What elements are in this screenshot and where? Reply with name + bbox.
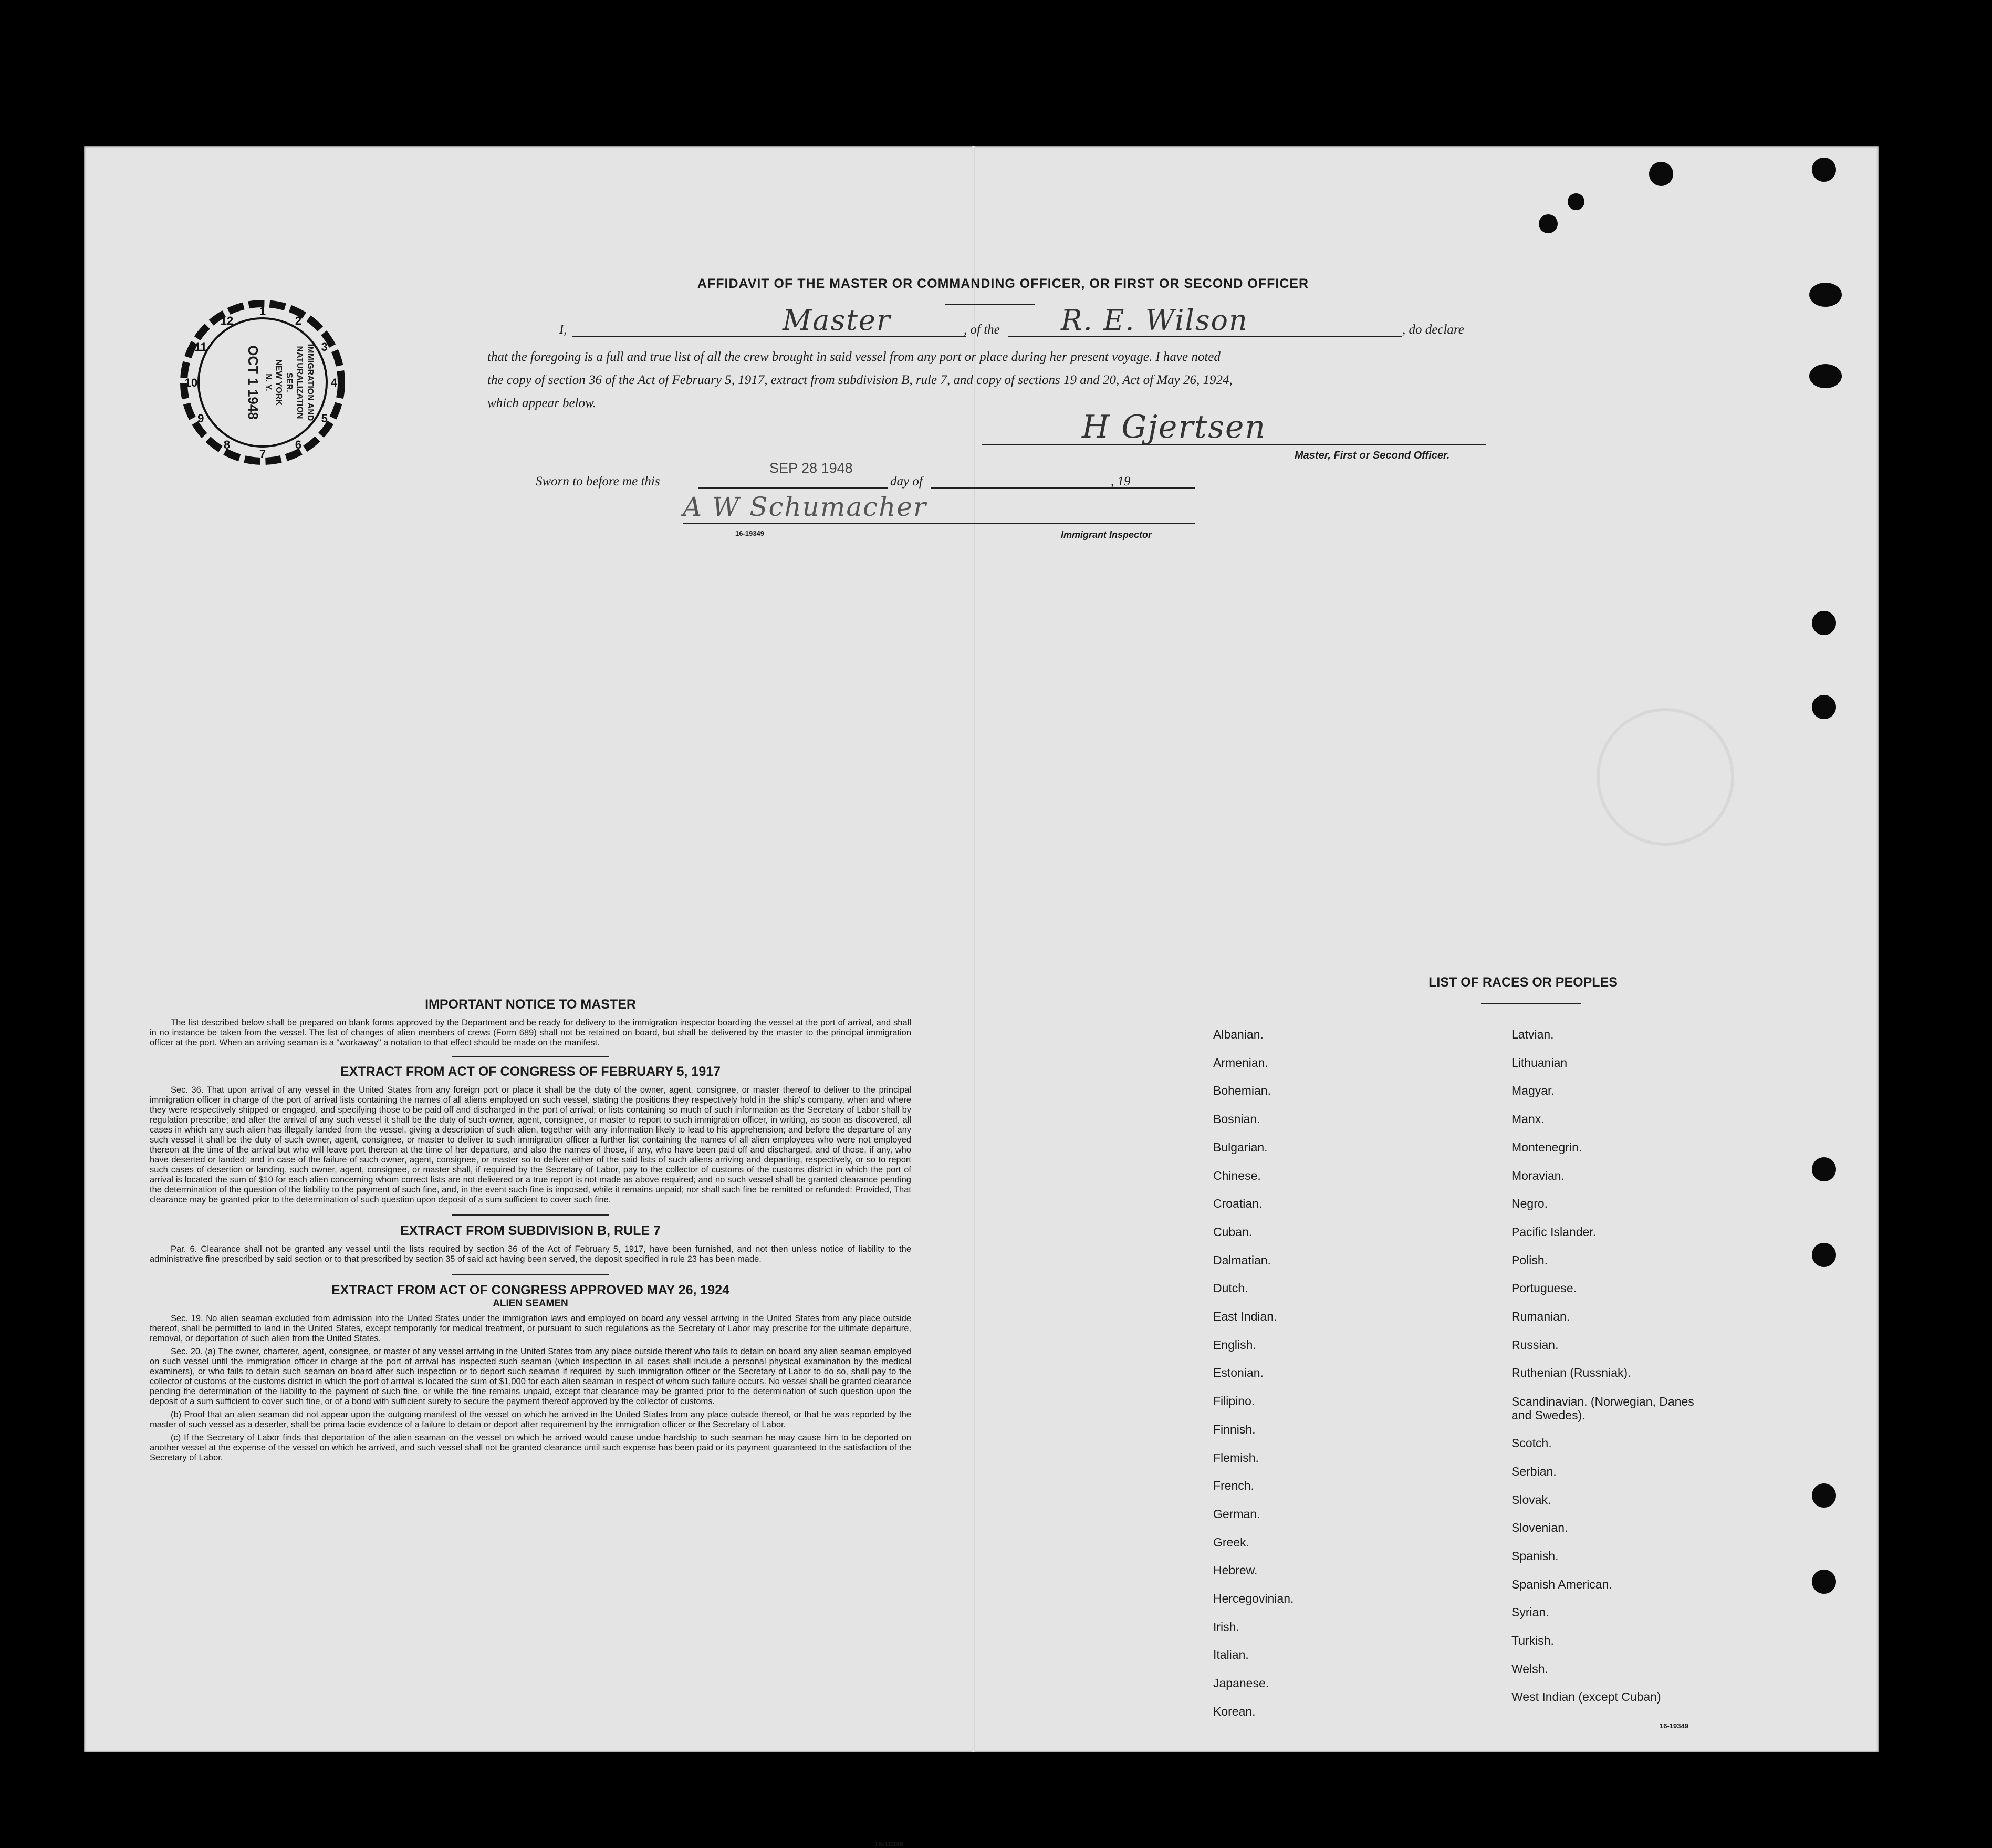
race-item: Polish. <box>1511 1253 1548 1267</box>
notice-title: IMPORTANT NOTICE TO MASTER <box>425 997 636 1012</box>
races-title: LIST OF RACES OR PEOPLES <box>1428 975 1618 990</box>
immigration-stamp <box>168 298 357 466</box>
affidavit-body <box>487 346 1569 415</box>
race-item: Chinese. <box>1213 1168 1261 1182</box>
binding-hole <box>1539 214 1558 233</box>
stamp-ring-number: 9 <box>197 412 204 425</box>
act1917-text: Sec. 36. That upon arrival of any vessel in the United States from any foreign port or place it shall be the duty of the owner, agent, consignee, or master thereof to deliver to the principal immigration officer in charge of the port of arrival lists containing the names of all aliens employed on such vessel, stating the positions they respectively hold in the ship's company, when and where they were respectively shipped or engaged, and specifying those to be paid off and discharged in the port of arrival; or lists containing so much of such information as the Secretary of Labor shall by regulation prescribe; and after the arrival of any such vessel it shall be the duty of such owner, agent, consignee, or master to report to such immigration officer, in writing, as soon as discovered, all cases in which any such alien has illegally landed from the vessel, giving a description of such alien, together with any information likely to lead to his apprehension; and before the departure of any such vessel it shall be the duty of such owner, agent, consignee, or master to deliver to such immigration officer a further list containing the names of all alien employees who were not employed thereon at the time of the arrival but who will leave port thereon at the time of her departure, and also the names of those, if any, who have been paid off and discharged, and of those, if any, who have deserted or landed; and in case of the failure of such owner, agent, consignee, or master so to deliver either of the said lists of such aliens arriving and departing, respectively, or so to report such cases of desertion or landing, such owner, agent, consignee, or master shall, if required by the Secretary of Labor, pay to the collector of customs of the customs district in which the port of arrival is located the sum of $10 for each alien concerning whom correct lists are not delivered or a true report is not made as above required; and no such vessel shall be granted clearance pending the determination of the question of the liability to the payment of such fine, and, in the event such fine is imposed, while it remains unpaid; nor shall such fine be remitted or refunded: Provided, That clearance may be granted prior to the determination of such question upon deposit of a sum sufficient to cover such fine. <box>150 1085 911 1205</box>
embossed-seal <box>1597 708 1734 846</box>
race-item: Hercegovinian. <box>1213 1592 1294 1606</box>
race-item: Manx. <box>1511 1112 1545 1126</box>
vessel-handwriting: R. E. Wilson <box>1061 304 1248 337</box>
signature-caption: Master, First or Second Officer. <box>1295 450 1450 461</box>
races-left-column <box>1213 1021 1294 1726</box>
race-item: Russian. <box>1511 1337 1559 1352</box>
sworn-date-stamp: SEP 28 1948 <box>769 460 853 476</box>
day-of-label: day of <box>890 474 923 489</box>
race-item: Hebrew. <box>1213 1563 1258 1577</box>
notice-text: The list described below shall be prepared on blank forms approved by the Department and be ready for delivery to the immigration inspector boarding the vessel at the port of arrival, and shall in no instance be taken from the vessel. The list of changes of alien members of crews (Form 689) shall not be retained on board, but shall be delivered by the master to the principal immigration officer at the port. When an arriving seaman is a "workaway" a notation to that effect should be made on the manifest. <box>150 1018 911 1047</box>
document-page <box>84 146 1879 1848</box>
race-item: Scandinavian. (Norwegian, Danes and Swedes). <box>1511 1395 1694 1423</box>
act1917-title: EXTRACT FROM ACT OF CONGRESS OF FEBRUARY 5, 1917 <box>340 1064 721 1079</box>
rule7-rule <box>452 1214 609 1216</box>
rank-handwriting: Master <box>783 304 891 337</box>
stamp-ring-number: 4 <box>330 376 338 389</box>
affidavit-body-line3: which appear below. <box>487 396 597 410</box>
race-item: Bosnian. <box>1213 1112 1260 1126</box>
race-item: Bohemian. <box>1213 1084 1271 1098</box>
race-item: Slovenian. <box>1511 1521 1568 1535</box>
race-item: Slovak. <box>1511 1492 1551 1507</box>
rule7-text: Par. 6. Clearance shall not be granted any vessel until the lists required by section 36 of the Act of February 5, 1917, have been furnished, and not then unless notice of liability to the administrative fine prescribed by said section or to that prescribed by section 35 of said act having been served, the deposit specified in rule 23 has been made. <box>150 1244 911 1264</box>
race-item: Welsh. <box>1511 1662 1548 1676</box>
race-item: Scotch. <box>1511 1436 1552 1450</box>
race-item: Spanish. <box>1511 1549 1559 1563</box>
do-declare-label: , do declare <box>1402 323 1464 337</box>
sec20b-text: (b) Proof that an alien seaman did not appear upon the outgoing manifest of the vessel on which he arrived in the United States from any place outside thereof, or that he was reported by the master of such vessel as a deserter, shall be prima facie evidence of a failure to detain or deport after requirement by the immigration officer or the Secretary of Labor. <box>150 1410 911 1429</box>
race-item: Filipino. <box>1213 1394 1255 1408</box>
race-item: French. <box>1213 1479 1254 1493</box>
stamp-line3: SER. <box>285 372 294 392</box>
affidavit-heading: AFFIDAVIT OF THE MASTER OR COMMANDING OFFICER, OR FIRST OR SECOND OFFICER <box>697 276 1309 291</box>
stamp-ring-number: 11 <box>194 340 207 354</box>
stamp-ring-number: 10 <box>184 376 198 389</box>
master-signature: H Gjertsen <box>1082 409 1267 445</box>
race-item: Flemish. <box>1213 1450 1259 1465</box>
race-item: Latvian. <box>1511 1027 1554 1041</box>
binding-hole <box>1568 193 1584 210</box>
stamp-ring-number: 1 <box>259 305 266 318</box>
race-item: Serbian. <box>1511 1464 1557 1478</box>
race-item: Spanish American. <box>1511 1577 1612 1591</box>
stamp-ring-number: 5 <box>321 412 328 425</box>
race-item: Portuguese. <box>1511 1281 1577 1295</box>
sworn-label: Sworn to before me this <box>536 474 660 489</box>
sec20c-text: (c) If the Secretary of Labor finds that deportation of the alien seaman on the vessel on which he arrived would cause undue hardship to such seaman he may cause him to be deported on another vessel at the expense of the vessel on which he arrived, and such vessel shall not be granted clearance until such expense has been paid or its payment guaranteed to the satisfaction of the Secretary of Labor. <box>150 1433 911 1462</box>
binding-hole <box>1812 1570 1836 1594</box>
race-item: Japanese. <box>1213 1676 1269 1690</box>
rule7-title: EXTRACT FROM SUBDIVISION B, RULE 7 <box>400 1223 661 1238</box>
month-line <box>931 487 1141 489</box>
race-item: West Indian (except Cuban) <box>1511 1690 1661 1704</box>
binding-hole <box>1812 695 1836 719</box>
races-form-no: 16-19349 <box>1660 1722 1688 1730</box>
binding-hole <box>1812 1483 1836 1508</box>
binding-hole <box>1812 158 1836 182</box>
heading-rule <box>945 304 1035 305</box>
race-item: Lithuanian <box>1511 1055 1568 1070</box>
of-the-label: , of the <box>964 323 1000 337</box>
race-item: English. <box>1213 1337 1256 1352</box>
race-item: Armenian. <box>1213 1055 1268 1070</box>
affidavit-i: I, <box>559 323 567 337</box>
stamp-line5: N. Y. <box>264 373 273 391</box>
race-item: Croatian. <box>1213 1197 1263 1211</box>
race-item: Pacific Islander. <box>1511 1224 1597 1239</box>
race-item: Negro. <box>1511 1197 1548 1211</box>
race-item: German. <box>1213 1507 1260 1521</box>
affidavit-body-line1: that the foregoing is a full and true list of all the crew brought in said vessel from any port or place during her present voyage. I have noted <box>487 350 1221 364</box>
stamp-line2: NATURALIZATION <box>295 346 304 419</box>
race-item: Irish. <box>1213 1619 1239 1634</box>
race-item: Greek. <box>1213 1535 1250 1549</box>
race-item: East Indian. <box>1213 1310 1277 1324</box>
notice-rule <box>452 1056 609 1057</box>
race-item: Italian. <box>1213 1648 1249 1662</box>
race-item: Moravian. <box>1511 1168 1565 1182</box>
stamp-ring-number: 8 <box>223 438 231 451</box>
races-rule <box>1481 1003 1581 1004</box>
race-item: Albanian. <box>1213 1027 1264 1041</box>
act1924-rule <box>452 1274 609 1275</box>
stamp-ring-number: 2 <box>295 314 302 328</box>
stamp-line1: IMMIGRATION AND <box>306 344 315 421</box>
race-item: Ruthenian (Russniak). <box>1511 1366 1631 1380</box>
binding-hole <box>1809 283 1842 307</box>
stamp-ring-number: 7 <box>259 448 266 461</box>
race-item: Montenegrin. <box>1511 1140 1582 1154</box>
races-right-column <box>1511 1021 1701 1711</box>
race-item: Turkish. <box>1511 1634 1554 1648</box>
alien-seamen-heading: ALIEN SEAMEN <box>493 1298 568 1309</box>
stamp-date: OCT 1 1948 <box>245 345 261 420</box>
stamp-ring-number: 3 <box>321 340 328 354</box>
inspector-caption: Immigrant Inspector <box>1061 530 1152 540</box>
race-item: Finnish. <box>1213 1422 1256 1436</box>
sec19-text: Sec. 19. No alien seaman excluded from admission into the United States under the immigration laws and employed on board any vessel arriving in the United States from any place outside thereof, shall be permitted to land in the United States, except temporarily for medical treatment, or pursuant to such regulations as the Secretary of Labor may prescribe for the ultimate departure, removal, or deportation of such alien from the United States. <box>150 1314 911 1343</box>
rank-line <box>572 336 966 337</box>
sworn-date-line <box>698 487 888 489</box>
race-item: Estonian. <box>1213 1366 1264 1380</box>
affidavit-form-no: 16-19349 <box>735 530 764 537</box>
race-item: Bulgarian. <box>1213 1140 1268 1154</box>
act1924-title: EXTRACT FROM ACT OF CONGRESS APPROVED MAY 26, 1924 <box>331 1283 730 1297</box>
year-prefix: , 19 <box>1111 474 1131 489</box>
binding-hole <box>1812 611 1836 635</box>
inspector-signature: A W Schumacher <box>683 492 927 522</box>
sec20a-text: Sec. 20. (a) The owner, charterer, agent, consignee, or master of any vessel arriving in the United States from any place outside thereof who fails to detain on board any alien seaman employed on such vessel until the immigration officer in charge at the port of arrival has inspected such seaman (which inspection in all cases shall include a personal physical examination by the medical examiners), or who fails to detain such seaman on board after such inspection or to deport such seaman if required by such immigration officer or the Secretary of Labor to do so, shall pay to the collector of customs of the customs district in which the port of arrival is located the sum of $1,000 for each alien seaman in respect of whom such failure occurs. No vessel shall be granted clearance pending the determination of the liability to the payment of such fine, or while the fine remains unpaid, except that clearance may be granted prior to the determination of such question upon the deposit of a sum sufficient to cover such fine, or of a bond with sufficient surety to secure the payment thereof approved by the collector of customs. <box>150 1347 911 1406</box>
binding-hole <box>1809 364 1842 388</box>
race-item: Magyar. <box>1511 1084 1555 1098</box>
stamp-line4: NEW YORK <box>274 359 283 406</box>
race-item: Cuban. <box>1213 1224 1253 1239</box>
binding-hole <box>1812 1157 1836 1181</box>
binding-hole <box>1812 1243 1836 1267</box>
race-item: Dalmatian. <box>1213 1253 1271 1267</box>
race-item: Korean. <box>1213 1704 1256 1718</box>
stamp-ring-number: 12 <box>220 314 234 328</box>
stamp-ring-number: 6 <box>295 438 302 451</box>
race-item: Rumanian. <box>1511 1310 1570 1324</box>
race-item: Dutch. <box>1213 1281 1248 1295</box>
notice-form-no: 16-19349 <box>874 1840 903 1848</box>
year-line <box>1137 487 1195 489</box>
race-item: Syrian. <box>1511 1605 1549 1619</box>
binding-hole <box>1649 162 1673 186</box>
affidavit-body-line2: the copy of section 36 of the Act of February 5, 1917, extract from subdivision B, rule 7, and copy of sections 19 and 20, Act of May 26, 1924, <box>487 373 1233 387</box>
inspector-line <box>683 523 1195 524</box>
